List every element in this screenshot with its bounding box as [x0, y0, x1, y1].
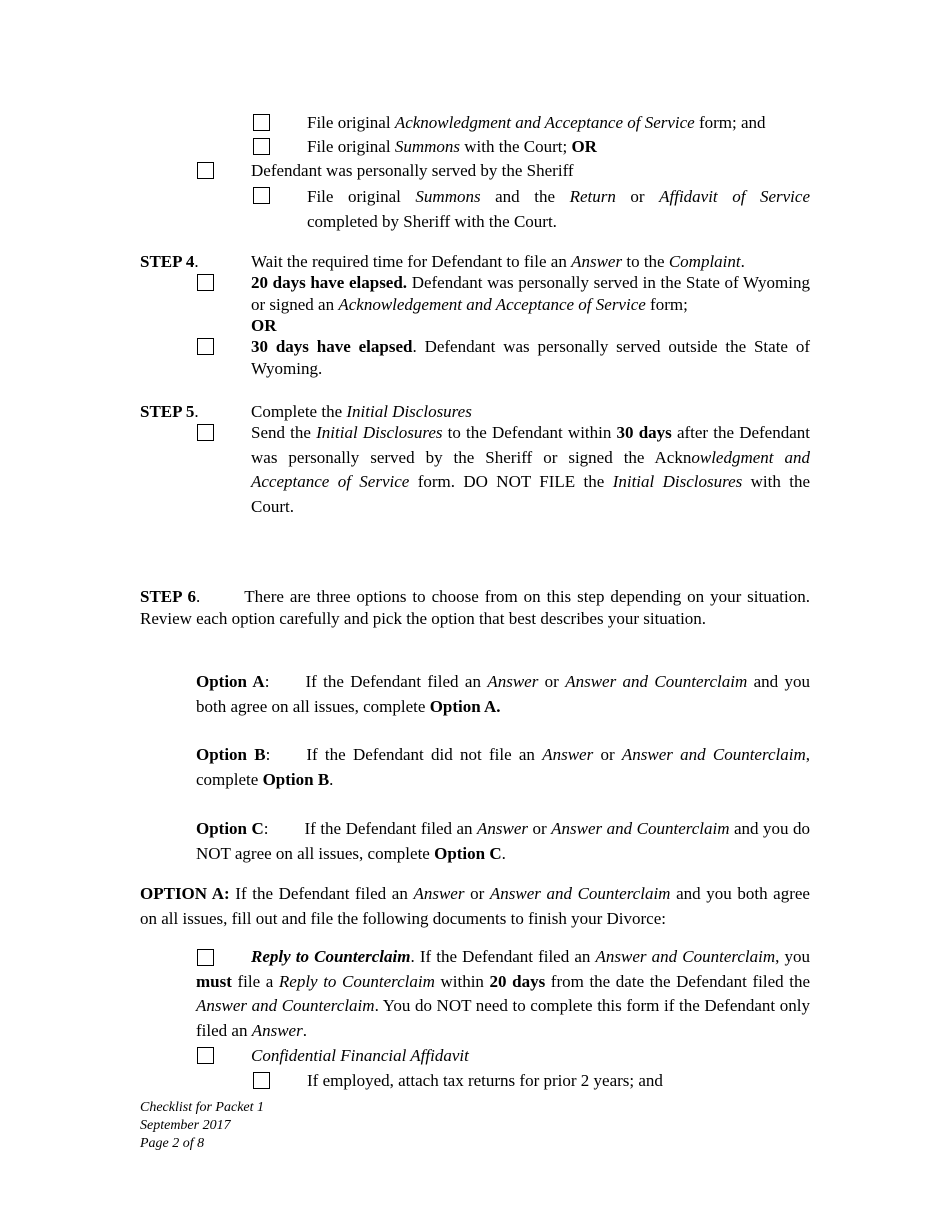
step-6-intro: STEP 6. There are three options to choose from on this step depending on your situation. Review each option carefully and pick the option that best describes your situation.	[140, 587, 810, 628]
ack-file-text: File original Acknowledgment and Acceptance of Service form; and	[307, 113, 766, 132]
checkbox-confidential-financial-affidavit[interactable]	[197, 1047, 214, 1064]
step-4-30-days-text: 30 days have elapsed. Defendant was personally served outside the State of Wyoming.	[251, 337, 810, 378]
checkbox-initial-disclosures[interactable]	[197, 424, 214, 441]
option-c-summary: Option C: If the Defendant filed an Answer or Answer and Counterclaim and you do NOT agree on all issues, complete Option C.	[196, 819, 810, 863]
checkbox-20-days[interactable]	[197, 274, 214, 291]
checkbox-summons-file[interactable]	[253, 138, 270, 155]
step-4-wait-text: Wait the required time for Defendant to file an Answer to the Complaint.	[251, 252, 745, 271]
footer-date: September 2017	[140, 1118, 231, 1133]
option-a-summary: Option A: If the Defendant filed an Answer or Answer and Counterclaim and you both agree on all issues, complete Option A.	[196, 672, 811, 716]
step-5-label: STEP 5.	[140, 402, 199, 421]
step-5-complete-text: Complete the Initial Disclosures	[251, 402, 472, 421]
reply-to-counterclaim-text: Reply to Counterclaim. If the Defendant filed an Answer and Counterclaim, you must file a Reply to Counterclaim within 20 days from the date the Defendant filed the Answer and Counterclaim. You do NOT need to complete this form if the Defendant only filed an Answer.	[196, 947, 810, 1040]
sheriff-served-text: Defendant was personally served by the Sheriff	[251, 161, 574, 180]
footer-packet: Checklist for Packet 1	[140, 1100, 265, 1115]
page-footer	[140, 1099, 264, 1153]
option-a-heading-text: OPTION A: If the Defendant filed an Answer or Answer and Counterclaim and you both agree on all issues, fill out and file the following documents to finish your Divorce:	[140, 884, 810, 928]
checkbox-sheriff-served[interactable]	[197, 162, 214, 179]
checkbox-ack-file[interactable]	[253, 114, 270, 131]
step-5-send-text: Send the Initial Disclosures to the Defendant within 30 days after the Defendant was personally served by the Sheriff or signed the Acknowledgment and Acceptance of Service form. DO NOT FILE the Initial Disclosures with the Court.	[251, 423, 810, 516]
option-b-summary: Option B: If the Defendant did not file an Answer or Answer and Counterclaim, complete Option B.	[196, 745, 810, 789]
summons-file-text: File original Summons with the Court; OR	[307, 137, 597, 156]
confidential-financial-affidavit-text: Confidential Financial Affidavit	[251, 1046, 469, 1065]
checkbox-30-days[interactable]	[197, 338, 214, 355]
checkbox-employed-tax-returns[interactable]	[253, 1072, 270, 1089]
footer-page-number: Page 2 of 8	[140, 1136, 205, 1151]
step-4-20-days-text: 20 days have elapsed. Defendant was personally served in the State of Wyoming or signed an Acknowledgement and Acceptance of Service form; OR	[251, 273, 810, 335]
checkbox-return-file[interactable]	[253, 187, 270, 204]
employed-tax-returns-text: If employed, attach tax returns for prior 2 years; and	[307, 1071, 663, 1090]
step-4-label: STEP 4.	[140, 252, 199, 271]
return-file-text: File original Summons and the Return or Affidavit of Service completed by Sheriff with the Court.	[307, 187, 810, 231]
